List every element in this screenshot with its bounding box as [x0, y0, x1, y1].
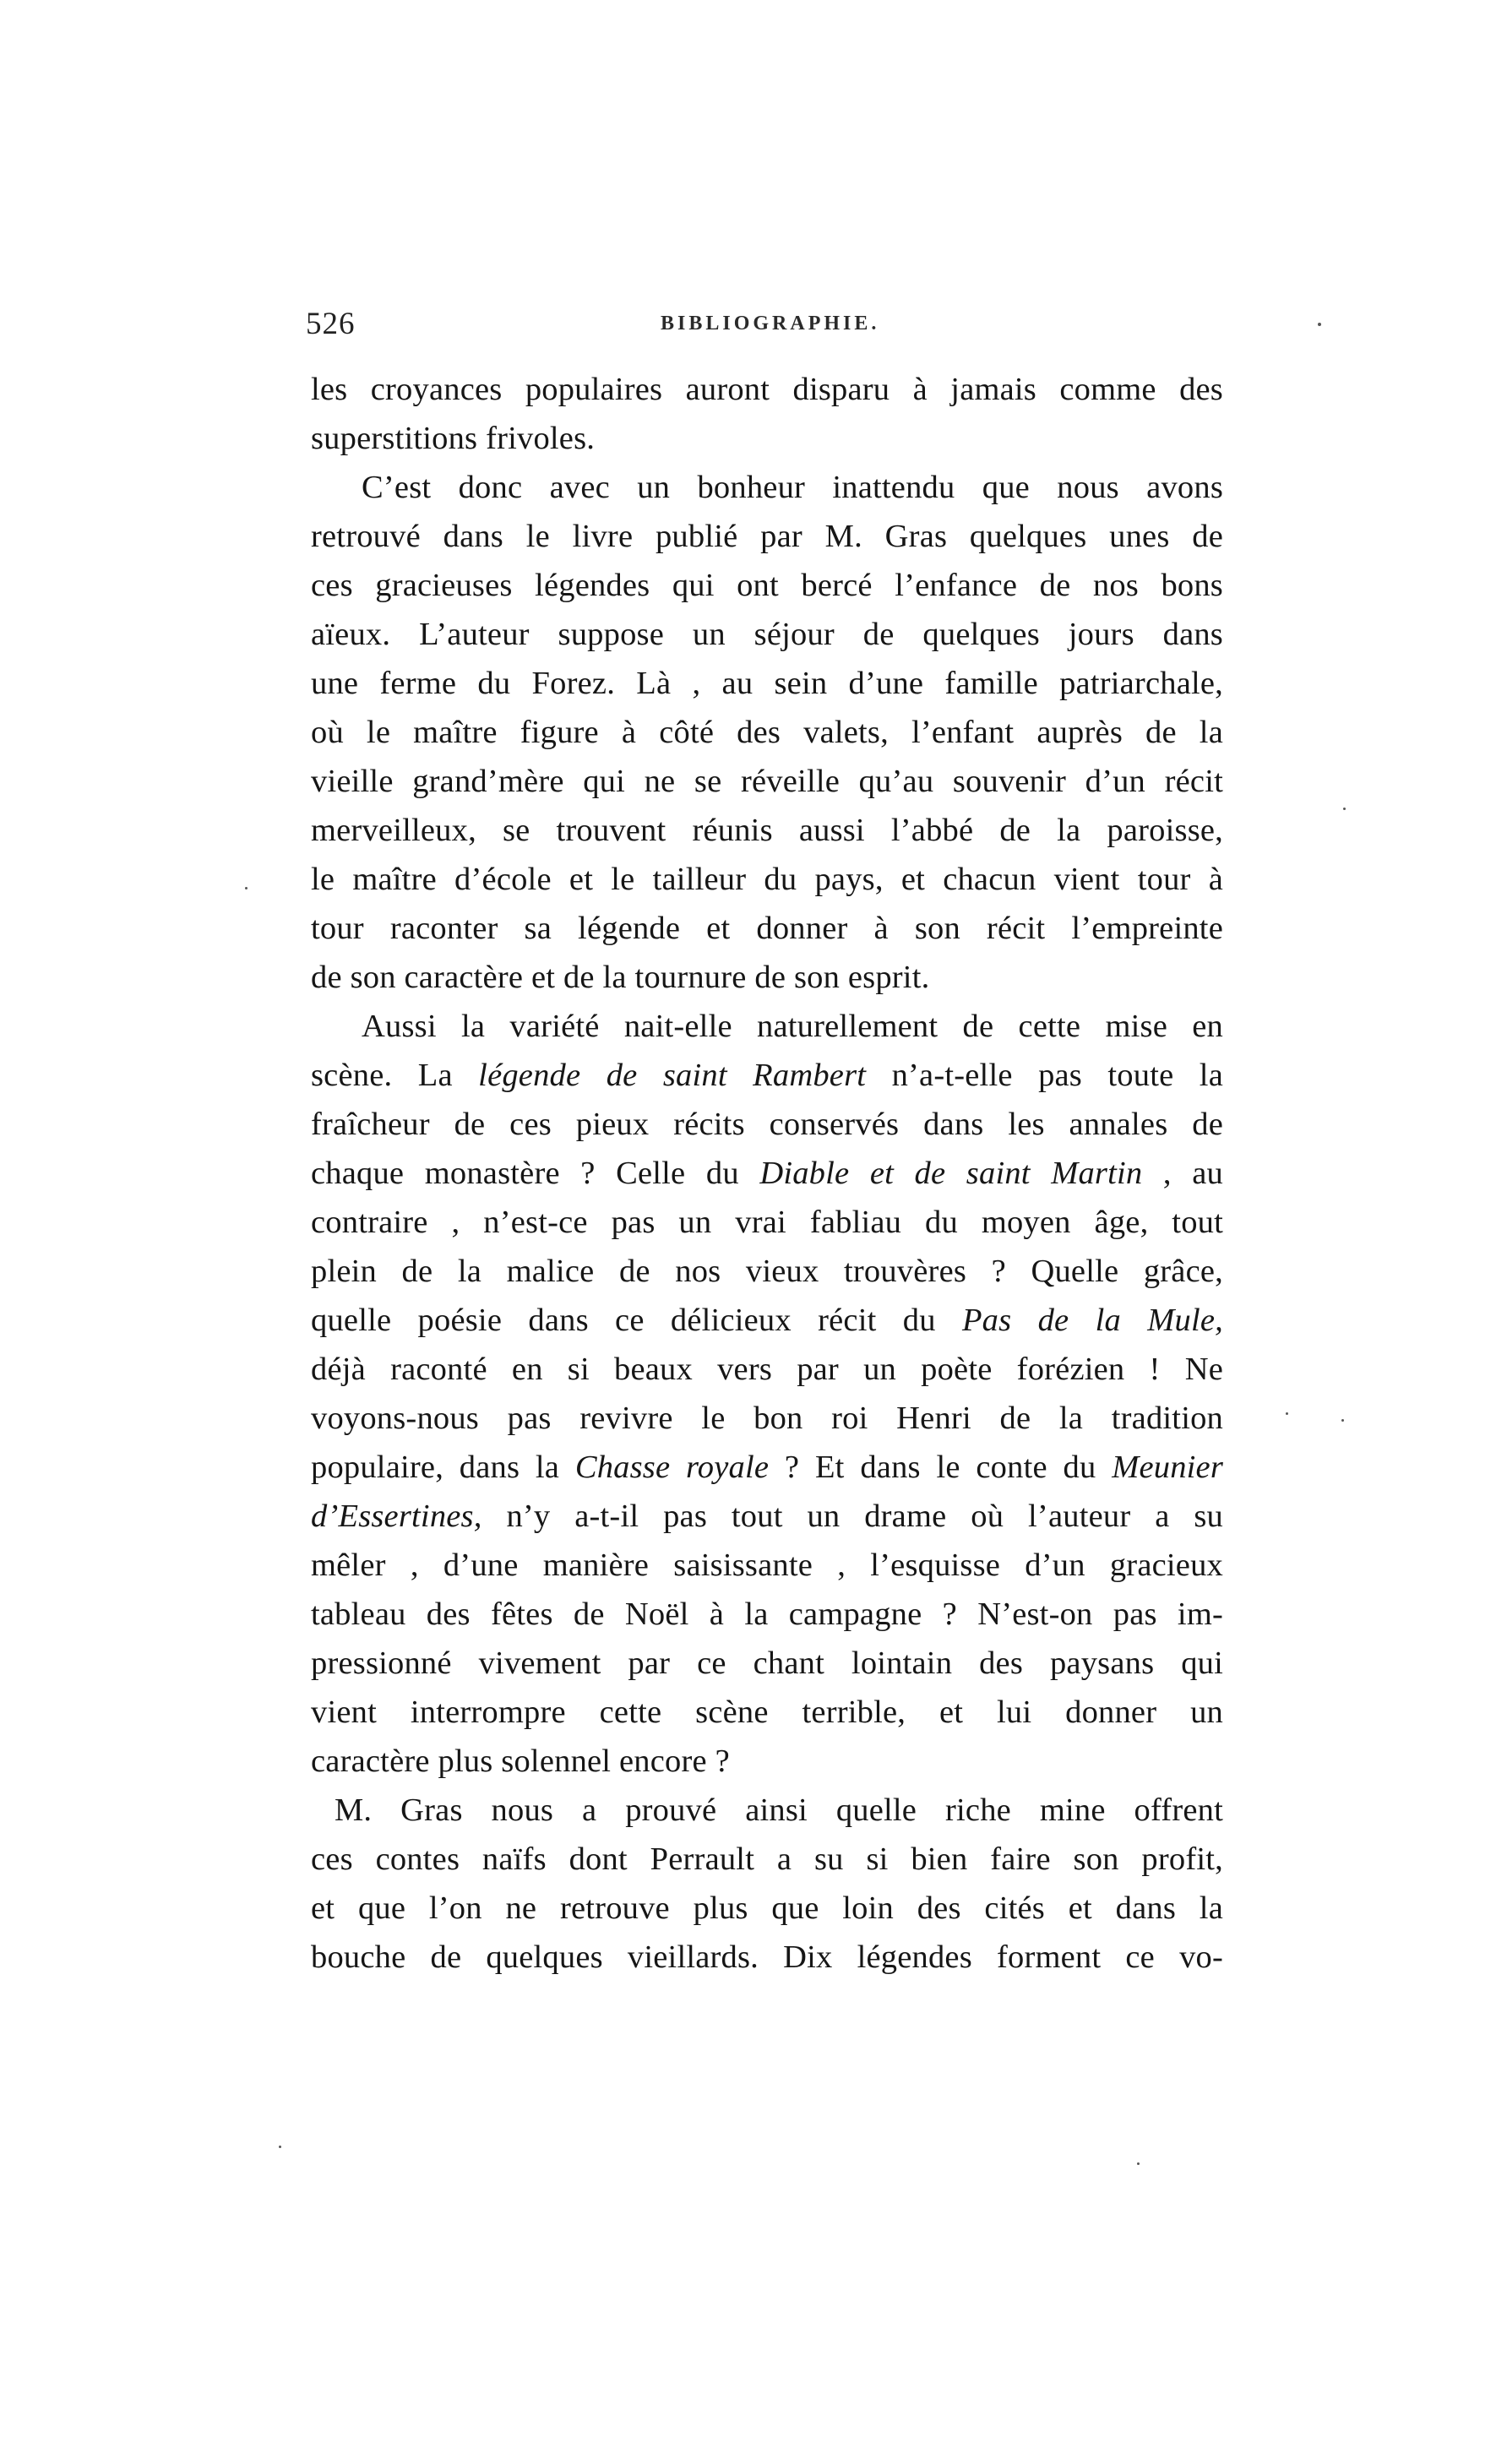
text-line	[311, 904, 1223, 953]
text-line	[311, 561, 1223, 610]
text-line	[311, 1737, 1223, 1786]
text-segment: bouche de quelques vieillards. Dix légendes forment ce vo-	[311, 1939, 1223, 1975]
body-text	[311, 365, 1223, 1982]
text-segment: merveilleux, se trouvent réunis aussi l’abbé de la paroisse,	[311, 813, 1223, 848]
text-segment: C’est donc avec un bonheur inattendu que nous avons	[362, 470, 1223, 505]
text-line	[311, 806, 1223, 855]
text-line	[311, 1639, 1223, 1688]
text-segment: tour raconter sa légende et donner à son récit l’empreinte	[311, 911, 1223, 946]
text-line	[311, 757, 1223, 806]
text-line	[311, 610, 1223, 659]
text-segment: une ferme du Forez. Là , au sein d’une famille patriarchale,	[311, 666, 1223, 701]
text-segment: les croyances populaires auront disparu à jamais comme des	[311, 372, 1223, 407]
text-segment: et que l’on ne retrouve plus que loin des cités et dans la	[311, 1890, 1223, 1926]
text-segment: ces contes naïfs dont Perrault a su si bien faire son profit,	[311, 1841, 1223, 1877]
scan-speck	[1286, 1412, 1288, 1415]
text-segment: scène. La	[311, 1058, 479, 1093]
text-segment: pressionné vivement par ce chant lointain des paysans qui	[311, 1645, 1223, 1681]
text-segment: fraîcheur de ces pieux récits conservés dans les annales de	[311, 1107, 1223, 1142]
scan-speck	[1137, 2162, 1140, 2165]
text-segment: populaire, dans la	[311, 1450, 575, 1485]
text-segment: vient interrompre cette scène terrible, et lui donner un	[311, 1694, 1223, 1730]
italic-title: Diable et de saint Martin	[759, 1156, 1143, 1191]
text-line	[311, 1149, 1223, 1198]
italic-title: Chasse royale	[574, 1450, 770, 1485]
text-segment: n’y a-t-il pas tout un drame où l’auteur a su	[481, 1499, 1223, 1534]
scan-speck	[1341, 1419, 1344, 1422]
text-line	[311, 1835, 1223, 1884]
text-line	[311, 1590, 1223, 1639]
text-segment: n’a-t-elle pas toute la	[866, 1058, 1223, 1093]
text-line	[311, 1933, 1223, 1982]
text-segment: M. Gras nous a prouvé ainsi quelle riche mine offrent	[335, 1792, 1223, 1828]
text-segment: caractère plus solennel encore ?	[311, 1743, 730, 1779]
text-segment: Aussi la variété nait-elle naturellement de cette mise en	[362, 1009, 1223, 1044]
text-line	[311, 1051, 1223, 1100]
text-segment: chaque monastère ? Celle du	[311, 1156, 760, 1191]
text-segment: tableau des fêtes de Noël à la campagne ? N’est-on pas im-	[311, 1596, 1223, 1632]
text-line	[311, 1198, 1223, 1247]
page-header	[306, 306, 1227, 348]
text-segment: où le maître figure à côté des valets, l’enfant auprès de la	[311, 715, 1223, 750]
text-segment: déjà raconté en si beaux vers par un poète forézien ! Ne	[311, 1352, 1223, 1387]
text-line	[311, 659, 1223, 708]
text-line	[311, 365, 1223, 414]
text-line	[311, 1443, 1223, 1492]
text-segment: voyons-nous pas revivre le bon roi Henri de la tradition	[311, 1401, 1223, 1436]
text-segment: vieille grand’mère qui ne se réveille qu’au souvenir d’un récit	[311, 764, 1223, 799]
page-number: 526	[306, 307, 356, 341]
text-segment: de son caractère et de la tournure de son esprit.	[311, 960, 930, 995]
text-line	[311, 1394, 1223, 1443]
text-segment: retrouvé dans le livre publié par M. Gras quelques unes de	[311, 519, 1223, 554]
text-segment: , au	[1142, 1156, 1223, 1191]
text-line	[311, 855, 1223, 904]
text-line	[311, 512, 1223, 561]
text-line	[311, 1541, 1223, 1590]
italic-title: légende de saint Rambert	[478, 1058, 867, 1093]
scan-speck	[279, 2146, 281, 2148]
text-line	[311, 1786, 1223, 1835]
text-line	[311, 1247, 1223, 1296]
text-line	[311, 1345, 1223, 1394]
text-line	[311, 953, 1223, 1002]
text-line	[311, 463, 1223, 512]
italic-title: d’Essertines,	[311, 1499, 482, 1534]
italic-title: Meunier	[1112, 1450, 1224, 1485]
scan-speck	[1318, 323, 1321, 326]
text-line	[311, 414, 1223, 463]
text-segment: mêler , d’une manière saisissante , l’esquisse d’un gracieux	[311, 1547, 1223, 1583]
text-line	[311, 1884, 1223, 1933]
text-segment: ces gracieuses légendes qui ont bercé l’enfance de nos bons	[311, 568, 1223, 603]
text-segment: ? Et dans le conte du	[769, 1450, 1113, 1485]
text-line	[311, 1002, 1223, 1051]
text-segment: contraire , n’est-ce pas un vrai fabliau du moyen âge, tout	[311, 1205, 1223, 1240]
italic-title: Pas de la Mule,	[961, 1303, 1223, 1338]
text-segment: superstitions frivoles.	[311, 421, 596, 456]
text-segment: le maître d’école et le tailleur du pays, et chacun vient tour à	[311, 862, 1223, 897]
text-line	[311, 1688, 1223, 1737]
text-line	[311, 708, 1223, 757]
text-segment: aïeux. L’auteur suppose un séjour de quelques jours dans	[311, 617, 1223, 652]
running-head: BIBLIOGRAPHIE.	[661, 313, 880, 335]
text-line	[311, 1492, 1223, 1541]
text-line	[311, 1100, 1223, 1149]
text-segment: quelle poésie dans ce délicieux récit du	[311, 1303, 962, 1338]
scan-speck	[245, 887, 248, 889]
text-line	[311, 1296, 1223, 1345]
text-segment: plein de la malice de nos vieux trouvères ? Quelle grâce,	[311, 1254, 1223, 1289]
scan-speck	[1343, 808, 1346, 810]
